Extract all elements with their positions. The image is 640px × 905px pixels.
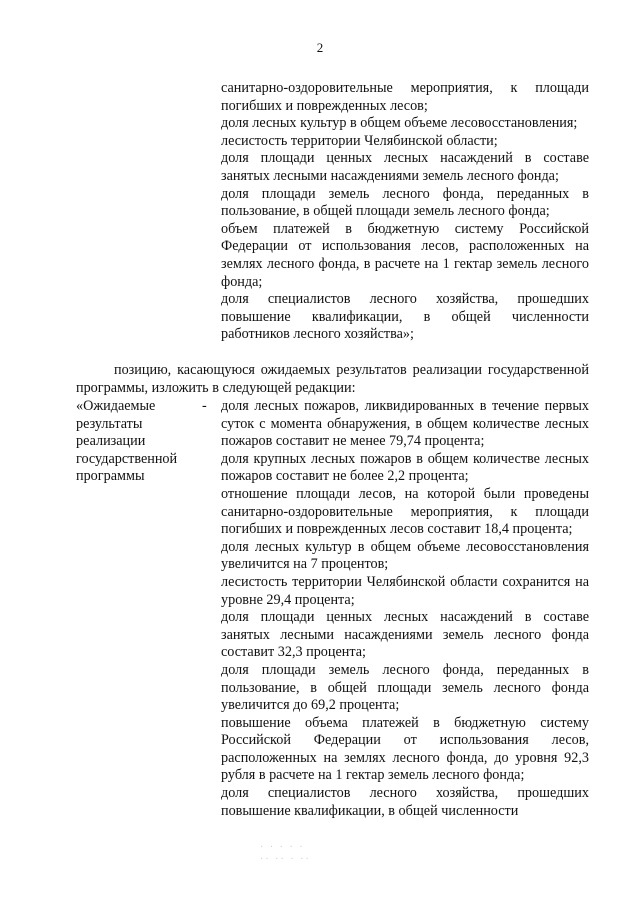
instruction-paragraph: [76, 362, 589, 397]
list-item: доля площади земель лесного фонда, переданных в пользование, в общей площади земель лесного фонда увеличится до 69,2 процента;: [221, 661, 589, 714]
instruction-text: позицию, касающуюся ожидаемых результатов реализации государственной программы, изложить в следующей редакции:: [76, 362, 589, 396]
list-item: доля лесных пожаров, ликвидированных в течение первых суток с момента обнаружения, в общем количестве лесных пожаров составит не менее 79,74 процента;: [221, 398, 589, 450]
list-item: доля лесных культур в общем объеме лесовосстановления;: [221, 115, 578, 132]
list-item: доля площади ценных лесных насаждений в составе занятых лесными насаждениями земель лесного фонда составит 32,3 процента;: [221, 609, 589, 661]
scan-artifact: · · · · · ·· ·· · ··: [260, 842, 311, 865]
list-item: повышение объема платежей в бюджетную систему Российской Федерации от использования лесов, расположенных на землях лесного фонда, до уровня 92,3 рубля в расчете на 1 гектар земель лесного фонда;: [221, 714, 589, 784]
list-item: санитарно-оздоровительные мероприятия, к площади погибших и поврежденных лесов;: [221, 80, 589, 114]
results-label: «Ожидаемые результаты реализации государственной программы: [76, 398, 178, 485]
list-item: лесистость территории Челябинской области;: [221, 132, 498, 149]
list-item: доля площади земель лесного фонда, переданных в пользование, в общей площади земель лесного фонда;: [221, 185, 589, 220]
list-item: объем платежей в бюджетную систему Российской Федерации от использования лесов, расположенных на землях лесного фонда, в расчете на 1 гектар земель лесного фонда;: [221, 220, 589, 290]
label-dash: -: [202, 398, 207, 414]
list-item: доля площади ценных лесных насаждений в составе занятых лесными насаждениями земель лесного фонда;: [221, 150, 589, 184]
list-item: лесистость территории Челябинской области сохранится на уровне 29,4 процента;: [221, 573, 589, 608]
list-item: доля специалистов лесного хозяйства, прошедших повышение квалификации, в общей численности работников лесного хозяйства»;: [221, 291, 589, 343]
list-item: доля специалистов лесного хозяйства, прошедших повышение квалификации, в общей численности: [221, 785, 589, 819]
top-items-list: [221, 80, 589, 344]
list-item: доля крупных лесных пожаров в общем количестве лесных пожаров составит не более 2,2 процента;: [221, 450, 589, 485]
results-list: [221, 398, 589, 820]
list-item: доля лесных культур в общем объеме лесовосстановления увеличится на 7 процентов;: [221, 538, 589, 573]
list-item: отношение площади лесов, на которой были проведены санитарно-оздоровительные мероприятия, к площади погибших и поврежденных лесов составит 18,4 процента;: [221, 485, 589, 538]
page-number: 2: [316, 40, 324, 55]
